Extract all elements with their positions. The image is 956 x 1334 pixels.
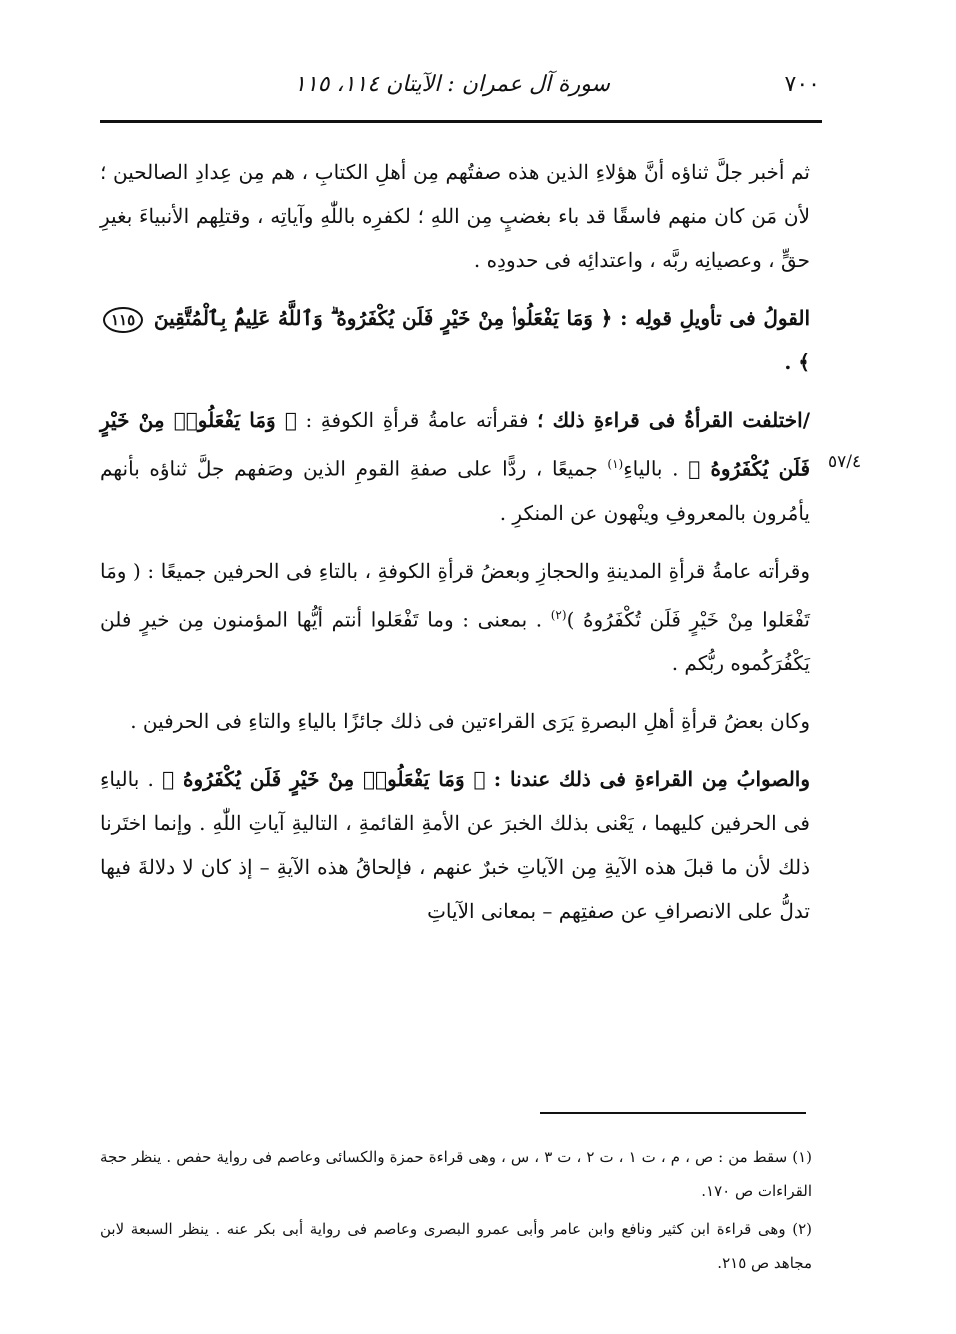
page-number: ٧٠٠ bbox=[784, 72, 820, 97]
paragraph-2 bbox=[100, 398, 810, 535]
page-header bbox=[100, 68, 820, 108]
paragraph-2-lead: /اختلفت القرأةُ فى قراءةِ ذلك ؛ bbox=[537, 408, 811, 432]
footnote-ref-1[interactable]: (١) bbox=[607, 457, 624, 471]
heading-verse-115 bbox=[100, 296, 810, 384]
running-title: سورة آل عمران : الآيتان ١١٤، ١١٥ bbox=[294, 72, 610, 97]
paragraph-3-text-b: . بمعنى : وما تَفْعَلوا أنتم أيُّها المؤمنون مِن خيرٍ فلن يَكْفُرَكُموه ربُّكم . bbox=[100, 607, 810, 676]
footnote-ref-2[interactable]: (٢) bbox=[550, 607, 567, 622]
paragraph-2-text-c: جميعًا ، ردًّا على صفةِ القومِ الذين وصَفهم جلَّ ثناؤه بأنهم يأمُرون بالمعروفِ وينْهون عن المنكرِ . bbox=[100, 456, 810, 525]
footnote-1: (١) سقط من : ص ، م ، ت ١ ، ت ٢ ، ت ٣ ، س ، وهى قراءة حمزة والكسائى وعاصم فى رواية حفص . ينظر حجة القراءات ص ١٧٠. bbox=[100, 1148, 812, 1200]
paragraph-5 bbox=[100, 757, 810, 933]
quran-verse: ﴿ وَمَا يَفْعَلُوا۟ مِنْ خَيْرٍ فَلَن يُكْفَرُوهُ ۗ وَٱللَّهُ عَلِيمٌۢ بِٱلْمُتَّقِينَ bbox=[153, 306, 613, 330]
footnote-2: (٢) وهى قراءة ابن كثير ونافع وابن عامر وأبى عمرو البصرى وعاصم فى رواية أبى بكر عنه . ينظر السبعة لابن مجاهد ص ٢١٥. bbox=[100, 1220, 812, 1272]
paragraph-5-lead: والصوابُ مِن القراءةِ فى ذلك عندنا : bbox=[493, 767, 810, 792]
paragraph-3 bbox=[100, 549, 810, 686]
header-rule bbox=[100, 120, 822, 123]
paragraph-1: ثم أخبر جلَّ ثناؤه أنَّ هؤلاءِ الذين هذه صفتُهم مِن أهلِ الكتابِ ، هم مِن عِدادِ الصالحين ؛ لأن مَن كان منهم فاسقًا قد باء بغضبٍ مِن اللهِ ؛ لكفرِه باللّٰهِ وآياتِه ، وقتلِهم الأنبياءَ بغيرِ حقٍّ ، وعصيانِه ربَّه ، واعتدائِه فى حدودِه . bbox=[100, 160, 810, 272]
paragraph-2-text-a: فقرأته عامةُ قرأةِ الكوفةِ : bbox=[305, 408, 529, 432]
verse-close: ﴾ . bbox=[784, 350, 810, 374]
main-text bbox=[100, 150, 810, 947]
ayah-number-marker: ١١٥ bbox=[103, 307, 143, 333]
paragraph-3-text-a: وقرأته عامةُ قرأةِ المدينةِ والحجازِ وبعضُ قرأةِ الكوفةِ ، بالتاءِ فى الحرفين جميعًا : ( ومَا تَفْعَلوا مِنْ خَيْرٍ فَلَن تُكْفَرُوهُ ) bbox=[100, 558, 810, 632]
margin-reference: ٥٧/٤ bbox=[828, 452, 862, 472]
footnotes bbox=[100, 1140, 812, 1284]
quran-verse: ﴿ وَمَا يَفْعَلُوا۟ مِنْ خَيْرٍ فَلَن يُكْفَرُوهُ ﴾ bbox=[162, 767, 486, 792]
heading-lead: القولُ فى تأويلِ قولِه : bbox=[620, 306, 811, 330]
paragraph-2-text-b: . بالياءِ bbox=[623, 456, 679, 481]
quran-verse: ﴿ وَمَا يَفْعَلُوا۟ مِنْ خَيْرٍ فَلَن يُكْفَرُوهُ ﴾ bbox=[100, 408, 811, 481]
footnote-separator bbox=[540, 1112, 806, 1114]
paragraph-5-text: . بالياءِ فى الحرفين كليهما ، يَعْنى بذلك الخبرَ عن الأمةِ القائمةِ ، التاليةِ آياتِ اللّٰهِ . وإنما اختَرنا ذلك لأن ما قبلَ هذه الآيةِ مِن الآياتِ خبرٌ عنهم ، فإلحاقُ هذه الآيةِ – إذ كان لا دلالةَ فيها تدلُّ على الانصرافِ عن صفتِهم – بمعانى الآياتِ bbox=[100, 767, 811, 924]
paragraph-4: وكان بعضُ قرأةِ أهلِ البصرةِ يَرَى القراءتين فى ذلك جائزًا بالياءِ والتاءِ فى الحرفين . bbox=[130, 709, 810, 734]
